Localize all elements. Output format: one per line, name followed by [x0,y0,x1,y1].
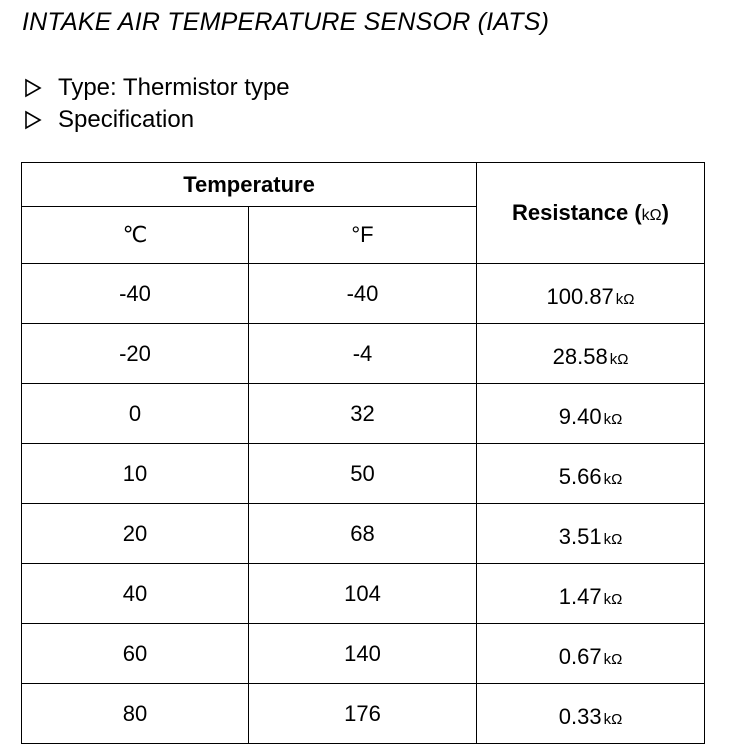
table-row [22,624,705,684]
cell-resistance [477,264,705,324]
resistance-unit: kΩ [603,710,623,728]
cell-resistance [477,444,705,504]
table-row [22,264,705,324]
resistance-unit: kΩ [603,530,623,548]
cell-celsius: -20 [22,324,249,384]
table-row [22,384,705,444]
triangle-right-outline-icon [24,78,44,98]
table-row [22,324,705,384]
cell-celsius: 10 [22,444,249,504]
resistance-value: 1.47 [558,583,602,609]
resistance-unit: kΩ [615,290,635,308]
cell-celsius: 40 [22,564,249,624]
header-resistance-label: Resistance ( [512,200,642,225]
cell-fahrenheit: 50 [249,444,477,504]
cell-celsius: 60 [22,624,249,684]
resistance-value: 5.66 [558,463,602,489]
cell-fahrenheit: 32 [249,384,477,444]
spec-table [21,162,705,744]
resistance-value: 0.67 [558,643,602,669]
cell-resistance [477,624,705,684]
resistance-value: 9.40 [558,403,602,429]
cell-fahrenheit: 68 [249,504,477,564]
header-resistance-unit: kΩ [641,207,662,224]
cell-fahrenheit: 176 [249,684,477,744]
table-row [22,444,705,504]
cell-celsius: -40 [22,264,249,324]
header-resistance [477,163,705,264]
resistance-value: 3.51 [558,523,602,549]
cell-fahrenheit: -40 [249,264,477,324]
bullet-type-text: Type: Thermistor type [58,74,290,101]
resistance-unit: kΩ [603,590,623,608]
table-row [22,504,705,564]
cell-resistance [477,384,705,444]
resistance-unit: kΩ [603,470,623,488]
cell-fahrenheit: 140 [249,624,477,684]
resistance-unit: kΩ [609,350,629,368]
cell-resistance [477,504,705,564]
table-row [22,564,705,624]
resistance-value: 0.33 [558,703,602,729]
cell-celsius: 20 [22,504,249,564]
cell-fahrenheit: 104 [249,564,477,624]
resistance-unit: kΩ [603,410,623,428]
bullet-specification-text: Specification [58,106,195,133]
cell-celsius: 80 [22,684,249,744]
bullet-specification [24,104,290,136]
header-resistance-close: ) [661,200,669,225]
cell-celsius: 0 [22,384,249,444]
resistance-value: 28.58 [552,343,608,369]
resistance-unit: kΩ [603,650,623,668]
table-body [22,264,705,744]
header-temperature: Temperature [22,163,477,207]
page-title: INTAKE AIR TEMPERATURE SENSOR (IATS) [22,8,550,36]
cell-fahrenheit: -4 [249,324,477,384]
resistance-value: 100.87 [546,283,614,309]
cell-resistance [477,684,705,744]
table-row [22,684,705,744]
triangle-right-outline-icon [24,110,44,130]
header-fahrenheit: °F [249,207,477,264]
cell-resistance [477,324,705,384]
header-celsius: ℃ [22,207,249,264]
bullet-list [24,72,290,136]
bullet-type [24,72,290,104]
cell-resistance [477,564,705,624]
